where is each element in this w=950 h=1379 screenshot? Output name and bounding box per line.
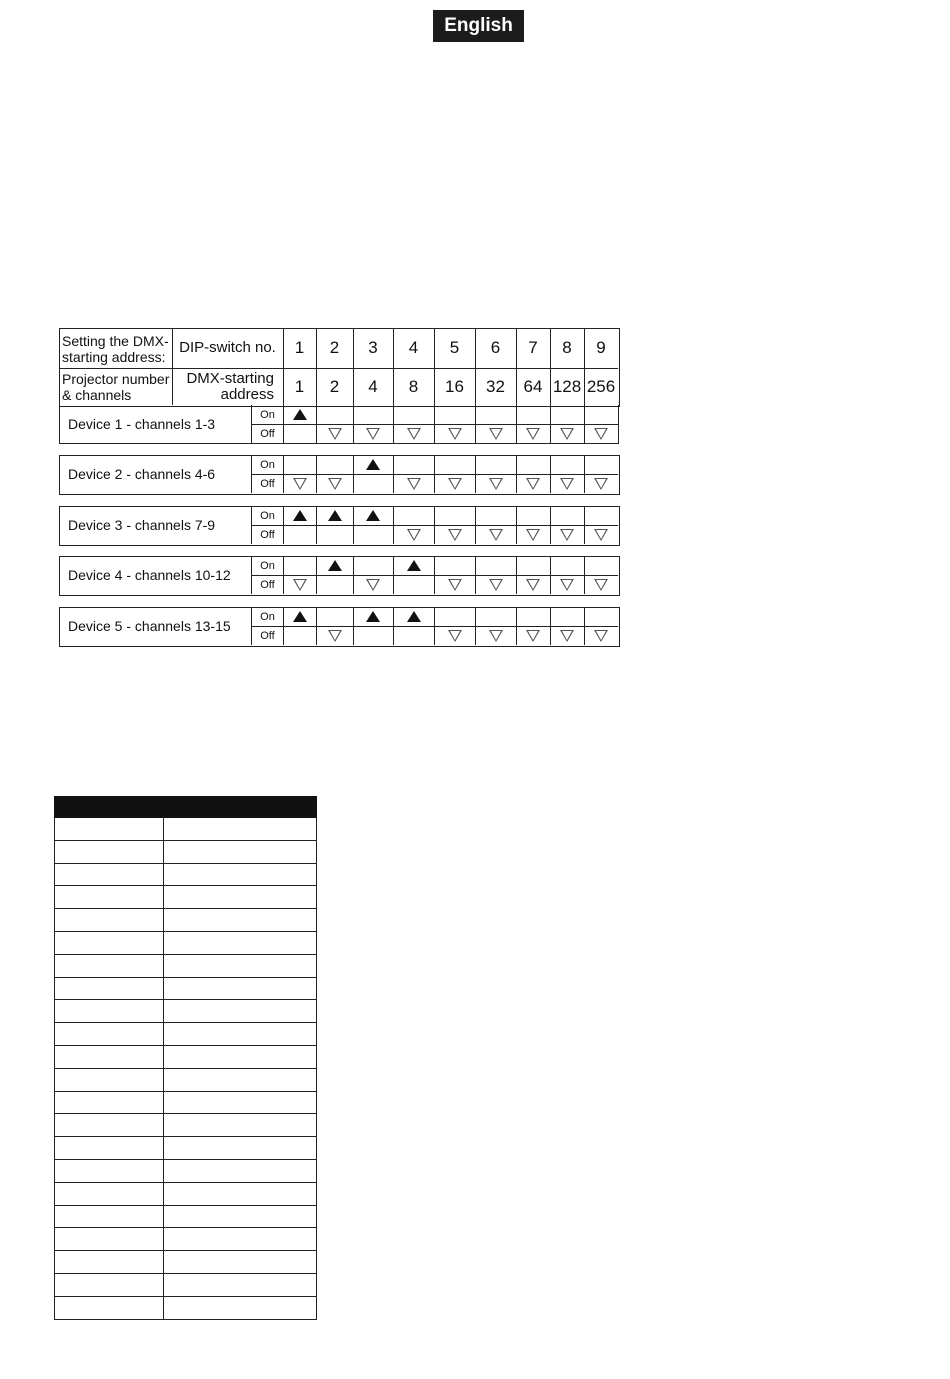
blank-table-row [55, 977, 317, 1000]
blank-table-cell [55, 909, 164, 932]
on-label: On [260, 559, 275, 572]
switch-off-marker-icon [526, 579, 540, 591]
switch-off-cell [475, 474, 516, 493]
blank-table-cell [55, 1045, 164, 1068]
blank-table-cell [164, 1068, 317, 1091]
blank-table-cell [164, 1045, 317, 1068]
switch-off-marker-icon [489, 529, 503, 541]
dmx-address-value: 64 [523, 376, 543, 396]
blank-table-row [55, 1159, 317, 1182]
blank-table-cell [164, 1273, 317, 1296]
blank-table-row [55, 1023, 317, 1046]
switch-off-cell [475, 424, 516, 443]
blank-table-row [55, 1068, 317, 1091]
switch-off-cell [516, 424, 550, 443]
blank-table-row [55, 931, 317, 954]
blank-table-cell [55, 1023, 164, 1046]
dip-switch-number: 9 [596, 338, 606, 357]
switch-off-marker-icon [594, 478, 608, 490]
device-label: Device 5 - channels 13-15 [68, 618, 231, 634]
switch-off-marker-icon [489, 579, 503, 591]
device-label: Device 1 - channels 1-3 [68, 416, 216, 432]
switch-off-cell [550, 525, 584, 544]
blank-table-row [55, 840, 317, 863]
blank-table-row [55, 886, 317, 909]
switch-off-marker-icon [366, 428, 380, 440]
blank-table-row [55, 1296, 317, 1319]
dip-switch-number: 7 [528, 338, 538, 357]
dmx-address-value: 32 [486, 376, 505, 396]
switch-off-marker-icon [526, 630, 540, 642]
blank-table-row [55, 1205, 317, 1228]
switch-on-cell [353, 455, 393, 474]
switch-off-cell [316, 474, 353, 493]
switch-off-marker-icon [448, 529, 462, 541]
blank-table-cell [55, 863, 164, 886]
on-label: On [260, 509, 275, 522]
device-label: Device 4 - channels 10-12 [68, 567, 231, 583]
blank-table-cell [164, 1000, 317, 1023]
dip-switch-number: 8 [562, 338, 572, 357]
switch-off-marker-icon [526, 428, 540, 440]
blank-table-row [55, 818, 317, 841]
switch-off-marker-icon [594, 630, 608, 642]
switch-off-cell [584, 424, 618, 443]
switch-off-cell [283, 575, 316, 594]
switch-off-cell [584, 626, 618, 645]
grid-line [59, 443, 619, 444]
off-label: Off [260, 528, 275, 541]
dip-switch-number: 4 [408, 338, 419, 357]
blank-table-cell [55, 931, 164, 954]
switch-off-marker-icon [448, 478, 462, 490]
blank-table-cell [164, 1114, 317, 1137]
blank-table-cell [164, 977, 317, 1000]
switch-off-cell [434, 525, 475, 544]
blank-table-cell [55, 954, 164, 977]
switch-off-marker-icon [448, 630, 462, 642]
dip-switch-number: 3 [368, 338, 378, 357]
switch-off-marker-icon [526, 478, 540, 490]
blank-table-cell [55, 1091, 164, 1114]
blank-table-cell [164, 1182, 317, 1205]
switch-off-marker-icon [407, 478, 421, 490]
blank-table-row [55, 1114, 317, 1137]
switch-off-marker-icon [407, 529, 421, 541]
blank-table-header [55, 797, 317, 818]
blank-table-cell [164, 1251, 317, 1274]
device-label: Device 3 - channels 7-9 [68, 517, 216, 533]
blank-table-cell [55, 1000, 164, 1023]
on-label: On [260, 458, 275, 471]
blank-table-cell [164, 931, 317, 954]
dip-switch-number: 2 [329, 338, 340, 357]
switch-off-cell [550, 575, 584, 594]
row1-label: Setting the DMX- starting address: [62, 333, 169, 365]
switch-off-cell [475, 626, 516, 645]
switch-off-marker-icon [560, 478, 574, 490]
switch-off-cell [393, 474, 434, 493]
switch-off-cell [434, 474, 475, 493]
switch-off-marker-icon [328, 428, 342, 440]
dmx-address-value: 8 [408, 376, 419, 396]
on-label: On [260, 408, 275, 421]
switch-off-cell [475, 575, 516, 594]
blank-table-cell [55, 818, 164, 841]
blank-table-cell [55, 1205, 164, 1228]
blank-table-cell [55, 1182, 164, 1205]
blank-table-cell [55, 1228, 164, 1251]
switch-off-cell [434, 424, 475, 443]
blank-table-row [55, 1228, 317, 1251]
row2-label: Projector number & channels [62, 371, 170, 403]
blank-table-cell [55, 840, 164, 863]
switch-off-marker-icon [293, 478, 307, 490]
switch-off-cell [550, 626, 584, 645]
blank-table-cell [164, 1137, 317, 1160]
grid-line [618, 405, 619, 443]
blank-table-cell [55, 1273, 164, 1296]
dip-switch-number: 1 [294, 338, 305, 357]
blank-table-row [55, 1000, 317, 1023]
switch-off-marker-icon [526, 529, 540, 541]
blank-table-row [55, 1091, 317, 1114]
switch-off-cell [316, 626, 353, 645]
blank-table-row [55, 1251, 317, 1274]
blank-table-cell [55, 1137, 164, 1160]
blank-table-cell [55, 1251, 164, 1274]
switch-off-cell [584, 575, 618, 594]
switch-on-marker-icon [366, 459, 380, 470]
switch-off-cell [353, 424, 393, 443]
switch-on-cell [316, 506, 353, 525]
switch-on-marker-icon [366, 510, 380, 521]
blank-table-row [55, 1137, 317, 1160]
switch-off-marker-icon [328, 478, 342, 490]
switch-off-cell [393, 525, 434, 544]
switch-on-marker-icon [293, 409, 307, 420]
switch-on-cell [353, 607, 393, 626]
blank-table-cell [55, 1159, 164, 1182]
switch-off-marker-icon [448, 428, 462, 440]
off-label: Off [260, 477, 275, 490]
blank-table-cell [164, 886, 317, 909]
switch-on-marker-icon [293, 510, 307, 521]
switch-on-cell [283, 607, 316, 626]
blank-table-cell [164, 1296, 317, 1319]
switch-off-cell [393, 424, 434, 443]
switch-off-marker-icon [489, 428, 503, 440]
switch-on-marker-icon [407, 611, 421, 622]
switch-on-marker-icon [293, 611, 307, 622]
blank-table-cell [55, 1114, 164, 1137]
blank-table-cell [164, 1205, 317, 1228]
on-label: On [260, 610, 275, 623]
blank-table-cell [164, 1091, 317, 1114]
blank-table-row [55, 1045, 317, 1068]
switch-off-cell [353, 575, 393, 594]
dmx-address-value: 16 [445, 376, 464, 396]
blank-table-row [55, 1182, 317, 1205]
blank-table-cell [164, 1228, 317, 1251]
blank-table-cell [164, 909, 317, 932]
off-label: Off [260, 578, 275, 591]
switch-on-cell [353, 506, 393, 525]
dip-switch-number: 5 [449, 338, 460, 357]
switch-off-marker-icon [489, 478, 503, 490]
switch-off-cell [584, 474, 618, 493]
dmx-address-value: 256 [586, 376, 616, 396]
off-label: Off [260, 427, 275, 440]
switch-off-cell [550, 474, 584, 493]
language-badge: English [433, 10, 524, 42]
blank-table-row [55, 909, 317, 932]
switch-off-cell [516, 575, 550, 594]
switch-on-cell [316, 556, 353, 575]
switch-on-marker-icon [366, 611, 380, 622]
blank-table-row [55, 1273, 317, 1296]
switch-off-cell [316, 424, 353, 443]
blank-table-cell [164, 1159, 317, 1182]
blank-table-cell [55, 1068, 164, 1091]
switch-on-marker-icon [328, 560, 342, 571]
switch-off-marker-icon [594, 529, 608, 541]
blank-table-cell [164, 863, 317, 886]
switch-off-marker-icon [293, 579, 307, 591]
switch-off-cell [584, 525, 618, 544]
blank-table-cell [164, 954, 317, 977]
blank-table-cell [55, 977, 164, 1000]
switch-off-marker-icon [560, 428, 574, 440]
switch-on-cell [283, 405, 316, 424]
blank-table [54, 796, 317, 1320]
switch-off-marker-icon [407, 428, 421, 440]
blank-table-cell [55, 1296, 164, 1319]
switch-off-marker-icon [448, 579, 462, 591]
switch-off-cell [516, 626, 550, 645]
switch-off-cell [283, 474, 316, 493]
switch-on-marker-icon [328, 510, 342, 521]
switch-off-marker-icon [594, 428, 608, 440]
device-label: Device 2 - channels 4-6 [68, 466, 216, 482]
switch-off-cell [434, 575, 475, 594]
blank-table-cell [164, 1023, 317, 1046]
switch-off-cell [516, 525, 550, 544]
switch-off-marker-icon [366, 579, 380, 591]
blank-table-cell [164, 818, 317, 841]
row1-sub-label: DIP-switch no. [179, 339, 276, 356]
off-label: Off [260, 629, 275, 642]
dmx-address-value: 2 [329, 376, 340, 396]
switch-on-cell [393, 607, 434, 626]
dmx-address-value: 4 [368, 376, 378, 396]
dip-switch-number: 6 [490, 338, 501, 357]
switch-off-marker-icon [560, 630, 574, 642]
blank-table-cell [164, 840, 317, 863]
switch-off-marker-icon [489, 630, 503, 642]
switch-off-marker-icon [560, 579, 574, 591]
blank-table-row [55, 954, 317, 977]
blank-table-cell [55, 886, 164, 909]
switch-on-cell [393, 556, 434, 575]
switch-on-cell [283, 506, 316, 525]
switch-off-cell [434, 626, 475, 645]
switch-off-cell [516, 474, 550, 493]
switch-off-marker-icon [594, 579, 608, 591]
switch-on-marker-icon [407, 560, 421, 571]
switch-off-cell [550, 424, 584, 443]
switch-off-marker-icon [328, 630, 342, 642]
row2-sub-label: DMX-starting address [186, 370, 274, 403]
switch-off-marker-icon [560, 529, 574, 541]
dmx-address-value: 128 [552, 376, 582, 396]
dmx-address-value: 1 [294, 376, 305, 396]
blank-table-row [55, 863, 317, 886]
switch-off-cell [475, 525, 516, 544]
